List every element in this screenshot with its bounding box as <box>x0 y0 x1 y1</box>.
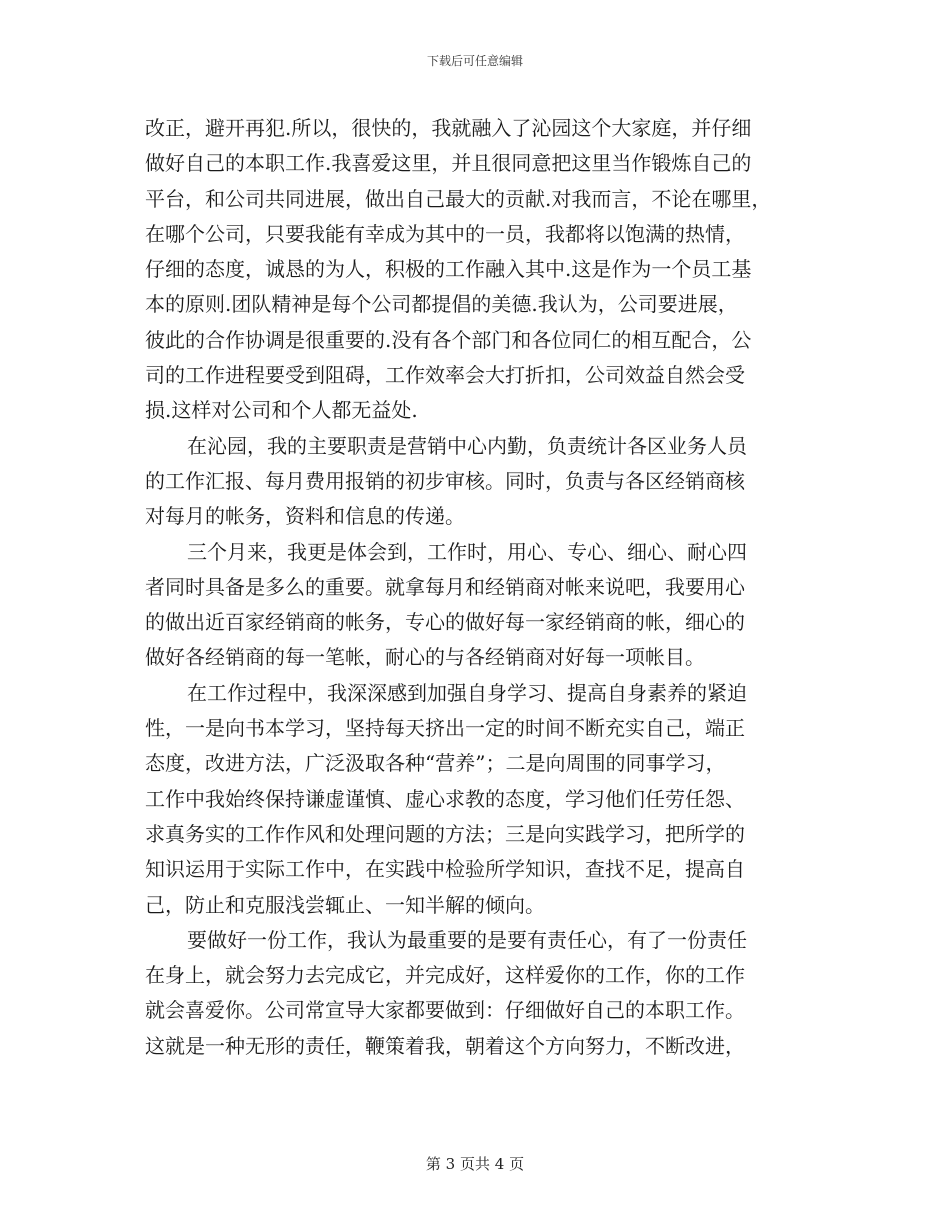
text-line: 者同时具备是多么的重要。就拿每月和经销商对帐来说吧，我要用心 <box>145 574 745 599</box>
text-line: 做好各经销商的每一笔帐，耐心的与各经销商对好每一项帐目。 <box>145 645 705 670</box>
text-line: 本的原则.团队精神是每个公司都提倡的美德.我认为，公司要进展， <box>145 292 738 317</box>
text-line: 司的工作进程要受到阻碍，工作效率会大打折扣，公司效益自然会受 <box>145 363 745 388</box>
text-line: 彼此的合作协调是很重要的.没有各个部门和各位同仁的相互配合，公 <box>145 327 752 352</box>
text-line: 做好自己的本职工作.我喜爱这里，并且很同意把这里当作锻炼自己的 <box>145 151 752 176</box>
paragraph-3 <box>145 535 825 676</box>
paragraph-5 <box>145 923 825 1064</box>
text-line: 己，防止和克服浅尝辄止、一知半解的倾向。 <box>145 892 545 917</box>
text-line: 知识运用于实际工作中，在实践中检验所学知识，查找不足，提高自 <box>145 857 745 882</box>
text-line: 工作中我始终保持谦虚谨慎、虚心求教的态度，学习他们任劳任怨、 <box>145 786 745 811</box>
text-line: 态度，改进方法，广泛汲取各种“营养”；二是向周围的同事学习， <box>145 751 726 776</box>
text-line: 性，一是向书本学习，坚持每天挤出一定的时间不断充实自己，端正 <box>145 716 745 741</box>
text-line: 的做出近百家经销商的帐务，专心的做好每一家经销商的帐，细心的 <box>145 610 745 635</box>
text-line: 求真务实的工作作风和处理问题的方法；三是向实践学习，把所学的 <box>145 821 745 846</box>
text-line: 要做好一份工作，我认为最重要的是要有责任心，有了一份责任 <box>187 927 747 952</box>
text-line: 三个月来，我更是体会到，工作时，用心、专心、细心、耐心四 <box>187 539 747 564</box>
text-line: 就会喜爱你。公司常宣导大家都要做到：仔细做好自己的本职工作。 <box>145 998 745 1023</box>
text-line: 平台，和公司共同进展，做出自己最大的贡献.对我而言，不论在哪里， <box>145 186 772 211</box>
page-number-footer: 第 3 页共 4 页 <box>425 1155 525 1173</box>
paragraph-2 <box>145 429 825 535</box>
paragraph-1 <box>145 111 825 429</box>
text-line: 的工作汇报、每月费用报销的初步审核。同时，负责与各区经销商核 <box>145 468 745 493</box>
text-line: 仔细的态度，诚恳的为人，积极的工作融入其中.这是作为一个员工基 <box>145 257 752 282</box>
text-line: 在身上，就会努力去完成它，并完成好，这样爱你的工作，你的工作 <box>145 963 745 988</box>
text-line: 在哪个公司，只要我能有幸成为其中的一员，我都将以饱满的热情， <box>145 221 745 246</box>
text-line: 损.这样对公司和个人都无益处. <box>145 398 418 423</box>
text-line: 在工作过程中，我深深感到加强自身学习、提高自身素养的紧迫 <box>187 680 747 705</box>
text-line: 在沁园，我的主要职责是营销中心内勤，负责统计各区业务人员 <box>187 433 747 458</box>
paragraph-4 <box>145 676 825 923</box>
document-body <box>145 111 825 1064</box>
text-line: 对每月的帐务，资料和信息的传递。 <box>145 504 465 529</box>
text-line: 这就是一种无形的责任，鞭策着我，朝着这个方向努力，不断改进， <box>145 1033 745 1058</box>
page-header: 下载后可任意编辑 <box>426 54 523 68</box>
text-line: 改正，避开再犯.所以，很快的，我就融入了沁园这个大家庭，并仔细 <box>145 116 752 140</box>
